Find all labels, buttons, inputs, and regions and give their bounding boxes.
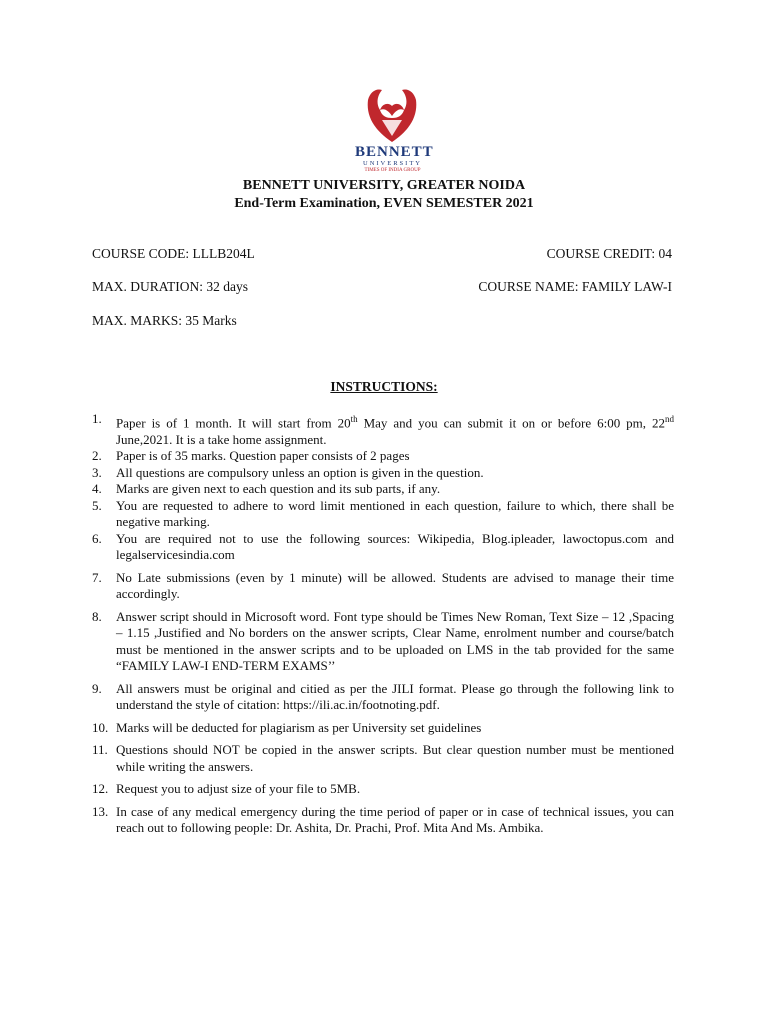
list-item: 11. Questions should NOT be copied in the answer scripts. But clear question number must be mentioned while writing the answers. (92, 742, 674, 774)
list-item: 2. Paper is of 35 marks. Question paper consists of 2 pages (92, 448, 410, 464)
course-credit: COURSE CREDIT: 04 (546, 246, 672, 261)
list-item: 9. All answers must be original and citied as per the JILI format. Please go through the following link to understand the style of citation: https://ili.ac.in/footnoting.pdf. (92, 680, 674, 713)
max-marks: MAX. MARKS: 35 Marks (92, 313, 237, 328)
course-row-3 (92, 313, 672, 329)
instructions-heading: INSTRUCTIONS: (330, 379, 438, 394)
crest-icon (360, 86, 425, 144)
logo-tagline: TIMES OF INDIA GROUP (364, 168, 421, 173)
course-row-1 (92, 246, 672, 262)
list-item: 10. Marks will be deducted for plagiarism as per University set guidelines (92, 719, 482, 735)
list-item: 13. In case of any medical emergency during the time period of paper or in case of technical issues, you can reach out to following people: Dr. Ashita, Dr. Prachi, Prof. Mita And Ms. Ambika. (92, 803, 674, 836)
max-duration: MAX. DURATION: 32 days (92, 279, 248, 294)
list-item: 5. You are requested to adhere to word limit mentioned in each question, failure to which, there shall be negative marking. (92, 497, 674, 530)
course-code: COURSE CODE: LLLB204L (92, 246, 255, 261)
list-item: 7. No Late submissions (even by 1 minute) will be allowed. Students are advised to manage their time accordingly. (92, 569, 674, 602)
list-item: 8. Answer script should in Microsoft word. Font type should be Times New Roman, Text Size – 12 ,Spacing – 1.15 ,Justified and No borders on the answer scripts, Clear Name, enrolment number and course/batch must be mentioned in the answer scripts and to be uploaded on LMS in the tab provided for the same “FAMILY LAW-I END-TERM EXAMS’’ (92, 608, 674, 674)
course-name: COURSE NAME: FAMILY LAW-I (478, 279, 672, 294)
list-item: 3. All questions are compulsory unless an option is given in the question. (92, 464, 484, 480)
page-title: BENNETT UNIVERSITY, GREATER NOIDA (242, 178, 526, 193)
list-item: 4. Marks are given next to each question and its sub parts, if any. (92, 481, 441, 497)
logo-name: BENNETT (355, 144, 434, 160)
list-item: 6. You are required not to use the following sources: Wikipedia, Blog.ipleader, lawoctopus.com and legalservicesindia.com (92, 530, 674, 563)
course-row-2 (92, 279, 672, 295)
list-item: 12. Request you to adjust size of your file to 5MB. (92, 781, 361, 797)
logo-subtitle: UNIVERSITY (363, 160, 422, 167)
instructions-list (92, 411, 674, 837)
university-logo (355, 86, 434, 176)
list-item: 1. Paper is of 1 month. It will start from 20th May and you can submit it on or before 6:00 pm, 22nd June,2021. It is a take home assignment. (92, 411, 674, 447)
exam-subtitle: End-Term Examination, EVEN SEMESTER 2021 (234, 196, 534, 211)
